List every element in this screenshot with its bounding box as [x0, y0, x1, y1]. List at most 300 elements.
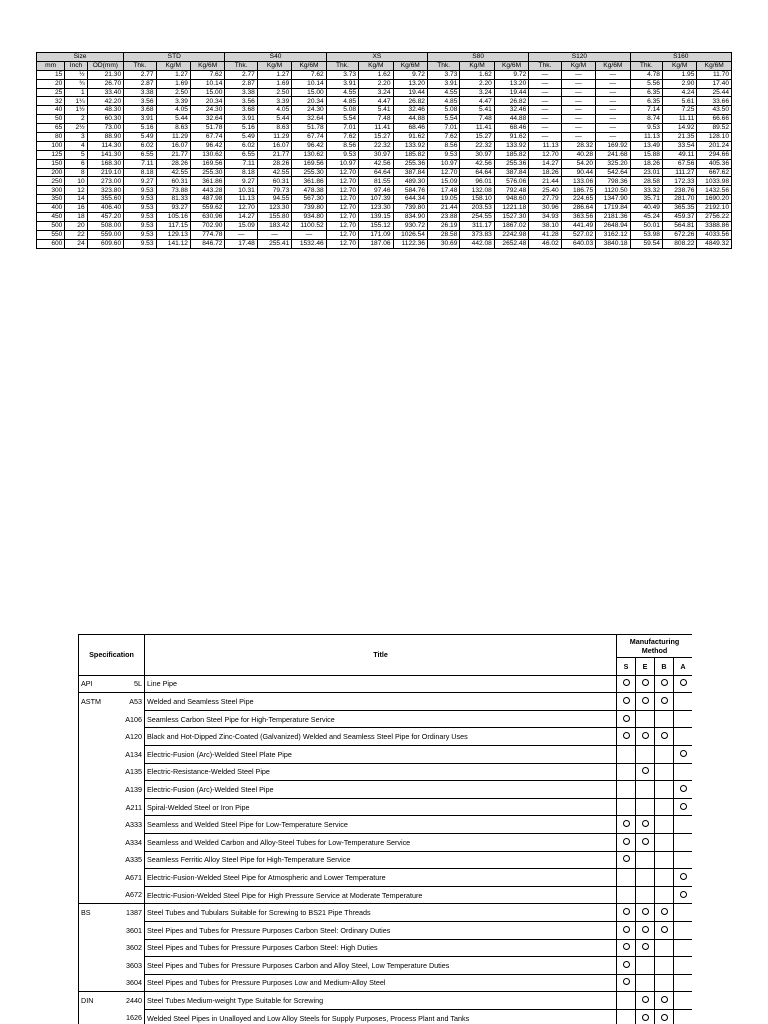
- pipe-cell: 5.41: [359, 106, 393, 115]
- pipe-cell: 2.50: [156, 88, 190, 97]
- spec-code: A120: [109, 728, 145, 746]
- pipe-cell: 7.48: [359, 115, 393, 124]
- pipe-cell: 11.29: [156, 133, 190, 142]
- spec-code: 1626: [109, 1009, 145, 1024]
- pipe-cell: —: [529, 124, 561, 133]
- spec-method-cell: [617, 763, 636, 781]
- pipe-cell: 739.80: [292, 204, 326, 213]
- pipe-schedule-header: Kg/M: [156, 61, 190, 70]
- pipe-cell: 3.39: [156, 97, 190, 106]
- spec-method-cell: [655, 886, 674, 904]
- pipe-cell: 169.56: [292, 159, 326, 168]
- spec-table-row: [79, 675, 693, 693]
- spec-code: 3603: [109, 957, 145, 975]
- pipe-cell: 15.09: [427, 177, 459, 186]
- spec-table-row: [79, 939, 693, 957]
- pipe-cell: 22.32: [460, 141, 494, 150]
- spec-title: Steel Pipes and Tubes for Pressure Purposes Low and Medium-Alloy Steel: [145, 974, 617, 992]
- pipe-group-header: S160: [630, 53, 731, 62]
- pipe-cell: 67.56: [662, 159, 696, 168]
- pipe-cell: 4.05: [156, 106, 190, 115]
- pipe-cell: 12.70: [326, 213, 358, 222]
- method-applies-circle-icon: [623, 978, 630, 985]
- specification-table-section: [78, 634, 692, 1024]
- pipe-cell: 67.74: [292, 133, 326, 142]
- pipe-cell: 19.44: [494, 88, 528, 97]
- spec-table-row: [79, 921, 693, 939]
- spec-org: [79, 921, 109, 939]
- pipe-cell: 2756.22: [697, 213, 732, 222]
- pipe-cell: 171.09: [359, 230, 393, 239]
- pipe-cell: 14.27: [529, 159, 561, 168]
- pipe-cell: 45.24: [630, 213, 662, 222]
- spec-method-cell: [617, 904, 636, 922]
- pipe-table-row: [37, 168, 732, 177]
- pipe-table-row: [37, 230, 732, 239]
- pipe-cell: —: [561, 106, 595, 115]
- pipe-cell: 500: [37, 221, 65, 230]
- pipe-cell: 16.07: [257, 141, 291, 150]
- spec-org: ASTM: [79, 693, 109, 711]
- pipe-cell: 12.70: [427, 168, 459, 177]
- spec-table-row: [79, 816, 693, 834]
- spec-method-cell: [674, 992, 692, 1010]
- pipe-cell: 584.76: [393, 186, 427, 195]
- pipe-cell: 3.56: [225, 97, 257, 106]
- pipe-cell: 12.70: [529, 150, 561, 159]
- spec-header-title: Title: [145, 635, 617, 676]
- pipe-cell: 91.62: [393, 133, 427, 142]
- pipe-cell: 8.18: [225, 168, 257, 177]
- spec-title: Line Pipe: [145, 675, 617, 693]
- pipe-cell: 96.01: [460, 177, 494, 186]
- spec-table-row: [79, 763, 693, 781]
- pipe-cell: 550: [37, 230, 65, 239]
- pipe-cell: 20: [65, 221, 87, 230]
- pipe-cell: 21.77: [156, 150, 190, 159]
- pipe-cell: —: [596, 79, 630, 88]
- pipe-cell: 23.01: [630, 168, 662, 177]
- pipe-cell: 155.80: [257, 213, 291, 222]
- pipe-cell: 81.33: [156, 195, 190, 204]
- pipe-group-header-row: [37, 53, 732, 62]
- pipe-cell: 8.56: [427, 141, 459, 150]
- pipe-cell: 300: [37, 186, 65, 195]
- pipe-cell: 91.62: [494, 133, 528, 142]
- pipe-table-row: [37, 213, 732, 222]
- pipe-cell: 32: [37, 97, 65, 106]
- pipe-cell: 42.20: [87, 97, 123, 106]
- pipe-cell: 1120.50: [596, 186, 630, 195]
- spec-title: Spiral-Welded Steel or Iron Pipe: [145, 798, 617, 816]
- spec-method-cell: [674, 851, 692, 869]
- pipe-cell: 32.64: [190, 115, 224, 124]
- pipe-cell: 44.88: [393, 115, 427, 124]
- pipe-cell: 30.97: [359, 150, 393, 159]
- spec-title: Welded and Seamless Steel Pipe: [145, 693, 617, 711]
- spec-title: Seamless and Welded Steel Pipe for Low-Temperature Service: [145, 816, 617, 834]
- pipe-cell: 28.26: [257, 159, 291, 168]
- spec-table-row: [79, 974, 693, 992]
- pipe-cell: 67.74: [190, 133, 224, 142]
- spec-header-method: Manufacturing Method: [617, 635, 692, 658]
- pipe-cell: 40.28: [561, 150, 595, 159]
- method-applies-circle-icon: [642, 926, 649, 933]
- pipe-cell: 68.46: [494, 124, 528, 133]
- pipe-cell: 5.56: [630, 79, 662, 88]
- spec-table-row: [79, 710, 693, 728]
- pipe-cell: 59.54: [630, 239, 662, 248]
- method-applies-circle-icon: [623, 732, 630, 739]
- pipe-schedule-header: Kg/6M: [393, 61, 427, 70]
- spec-code: 5L: [109, 675, 145, 693]
- pipe-cell: 1100.52: [292, 221, 326, 230]
- pipe-cell: 930.72: [393, 221, 427, 230]
- pipe-cell: 1033.98: [697, 177, 732, 186]
- pipe-cell: 255.36: [393, 159, 427, 168]
- pipe-cell: 2: [65, 115, 87, 124]
- spec-org: [79, 974, 109, 992]
- pipe-cell: —: [596, 70, 630, 79]
- method-applies-circle-icon: [623, 961, 630, 968]
- spec-method-cell: [655, 921, 674, 939]
- pipe-cell: 21.77: [257, 150, 291, 159]
- pipe-cell: 9.27: [225, 177, 257, 186]
- pipe-cell: 73.00: [87, 124, 123, 133]
- pipe-cell: 6.02: [225, 141, 257, 150]
- pipe-cell: 459.37: [662, 213, 696, 222]
- pipe-cell: 35.71: [630, 195, 662, 204]
- pipe-cell: 132.08: [460, 186, 494, 195]
- spec-method-cell: [636, 728, 655, 746]
- method-applies-circle-icon: [642, 697, 649, 704]
- spec-method-cell: [655, 851, 674, 869]
- spec-title: Welded Steel Pipes in Unalloyed and Low Alloy Steels for Supply Purposes, Process Plant and Tanks: [145, 1009, 617, 1024]
- pipe-cell: 81.55: [359, 177, 393, 186]
- spec-code: 2440: [109, 992, 145, 1010]
- pipe-cell: 672.26: [662, 230, 696, 239]
- spec-org: [79, 728, 109, 746]
- pipe-cell: 94.55: [257, 195, 291, 204]
- spec-method-cell: [655, 728, 674, 746]
- pipe-cell: 254.55: [460, 213, 494, 222]
- pipe-cell: 238.76: [662, 186, 696, 195]
- pipe-cell: 30.96: [529, 204, 561, 213]
- pipe-cell: 28.58: [630, 177, 662, 186]
- spec-method-cell: [636, 816, 655, 834]
- pipe-cell: 1¼: [65, 97, 87, 106]
- pipe-cell: 53.98: [630, 230, 662, 239]
- method-applies-circle-icon: [680, 679, 687, 686]
- pipe-cell: 105.16: [156, 213, 190, 222]
- pipe-cell: 51.78: [292, 124, 326, 133]
- pipe-cell: 9.72: [393, 70, 427, 79]
- pipe-table-row: [37, 70, 732, 79]
- pipe-cell: 17.40: [697, 79, 732, 88]
- pipe-cell: 6.55: [124, 150, 156, 159]
- pipe-cell: 3.73: [326, 70, 358, 79]
- pipe-cell: 3.91: [225, 115, 257, 124]
- pipe-cell: —: [225, 230, 257, 239]
- pipe-cell: 123.30: [359, 204, 393, 213]
- spec-method-cell: [617, 675, 636, 693]
- pipe-cell: 489.30: [393, 177, 427, 186]
- pipe-cell: 50.01: [630, 221, 662, 230]
- pipe-cell: 10: [65, 177, 87, 186]
- pipe-cell: 387.84: [494, 168, 528, 177]
- pipe-cell: —: [596, 88, 630, 97]
- pipe-cell: 9.53: [124, 221, 156, 230]
- spec-code: A334: [109, 833, 145, 851]
- spec-org: [79, 763, 109, 781]
- pipe-cell: 17.48: [427, 186, 459, 195]
- pipe-cell: 667.62: [697, 168, 732, 177]
- pipe-group-header: STD: [124, 53, 225, 62]
- pipe-cell: 21.44: [529, 177, 561, 186]
- spec-method-cell: [617, 992, 636, 1010]
- spec-method-cell: [674, 781, 692, 799]
- pipe-cell: 1: [65, 88, 87, 97]
- pipe-cell: 60.30: [87, 115, 123, 124]
- pipe-schedule-header: Kg/M: [257, 61, 291, 70]
- pipe-cell: 23.88: [427, 213, 459, 222]
- pipe-cell: 12.70: [326, 239, 358, 248]
- pipe-cell: 361.86: [190, 177, 224, 186]
- pipe-cell: —: [596, 124, 630, 133]
- spec-header-row-1: [79, 635, 693, 658]
- pipe-cell: 508.00: [87, 221, 123, 230]
- pipe-cell: 559.62: [190, 204, 224, 213]
- pipe-cell: 12: [65, 186, 87, 195]
- method-applies-circle-icon: [642, 996, 649, 1003]
- spec-org: API: [79, 675, 109, 693]
- method-applies-circle-icon: [661, 1014, 668, 1021]
- pipe-cell: 7.48: [460, 115, 494, 124]
- pipe-table-row: [37, 186, 732, 195]
- pipe-cell: 12.70: [225, 204, 257, 213]
- pipe-cell: 1.62: [460, 70, 494, 79]
- pipe-cell: 9.53: [630, 124, 662, 133]
- pipe-cell: 567.30: [292, 195, 326, 204]
- pipe-cell: —: [561, 88, 595, 97]
- spec-method-cell: [636, 921, 655, 939]
- pipe-cell: 40.49: [630, 204, 662, 213]
- pipe-cell: 1026.54: [393, 230, 427, 239]
- pipe-cell: 1.27: [156, 70, 190, 79]
- pipe-column-header-row: [37, 61, 732, 70]
- pipe-cell: 1221.18: [494, 204, 528, 213]
- pipe-cell: 3840.18: [596, 239, 630, 248]
- spec-method-cell: [636, 939, 655, 957]
- spec-method-cell: [674, 957, 692, 975]
- pipe-cell: 10.97: [326, 159, 358, 168]
- pipe-cell: 96.42: [190, 141, 224, 150]
- pipe-cell: 25: [37, 88, 65, 97]
- spec-org: [79, 781, 109, 799]
- pipe-cell: 250: [37, 177, 65, 186]
- spec-org: [79, 798, 109, 816]
- pipe-cell: 2181.36: [596, 213, 630, 222]
- pipe-cell: —: [529, 115, 561, 124]
- pipe-table-row: [37, 204, 732, 213]
- spec-title: Electric-Fusion (Arc)-Welded Steel Plate Pipe: [145, 745, 617, 763]
- pipe-cell: —: [529, 88, 561, 97]
- pipe-cell: 9.53: [124, 213, 156, 222]
- pipe-cell: —: [596, 133, 630, 142]
- spec-method-cell: [674, 886, 692, 904]
- pipe-cell: 43.50: [697, 106, 732, 115]
- pipe-cell: 20.34: [292, 97, 326, 106]
- pipe-table-row: [37, 141, 732, 150]
- spec-code: 3602: [109, 939, 145, 957]
- spec-method-cell: [636, 763, 655, 781]
- pipe-cell: 33.54: [662, 141, 696, 150]
- pipe-cell: 9.53: [124, 186, 156, 195]
- pipe-cell: 12.70: [326, 186, 358, 195]
- pipe-cell: 4.47: [460, 97, 494, 106]
- pipe-cell: 51.78: [190, 124, 224, 133]
- pipe-cell: 32.46: [393, 106, 427, 115]
- pipe-cell: —: [596, 97, 630, 106]
- pipe-cell: 1867.02: [494, 221, 528, 230]
- pipe-cell: 5.08: [326, 106, 358, 115]
- pipe-cell: —: [561, 115, 595, 124]
- pipe-cell: 363.56: [561, 213, 595, 222]
- pipe-cell: 350: [37, 195, 65, 204]
- spec-org: [79, 939, 109, 957]
- spec-method-cell: [655, 781, 674, 799]
- pipe-cell: 96.42: [292, 141, 326, 150]
- method-col-a: A: [674, 658, 692, 676]
- spec-org: DIN: [79, 992, 109, 1010]
- spec-method-cell: [636, 781, 655, 799]
- pipe-cell: 450: [37, 213, 65, 222]
- spec-method-cell: [655, 710, 674, 728]
- pipe-cell: 3.68: [225, 106, 257, 115]
- pipe-cell: 169.56: [190, 159, 224, 168]
- pipe-cell: 89.52: [697, 124, 732, 133]
- pipe-cell: 400: [37, 204, 65, 213]
- pipe-schedule-table-section: [36, 52, 732, 249]
- method-applies-circle-icon: [642, 679, 649, 686]
- pipe-cell: 26.82: [393, 97, 427, 106]
- spec-code: A335: [109, 851, 145, 869]
- pipe-cell: 7.62: [292, 70, 326, 79]
- pipe-cell: 311.17: [460, 221, 494, 230]
- pipe-cell: 185.82: [393, 150, 427, 159]
- method-applies-circle-icon: [680, 891, 687, 898]
- pipe-cell: 286.64: [561, 204, 595, 213]
- pipe-cell: 442.08: [460, 239, 494, 248]
- pipe-table-row: [37, 88, 732, 97]
- pipe-cell: 219.10: [87, 168, 123, 177]
- pipe-schedule-header: Kg/M: [460, 61, 494, 70]
- pipe-cell: 255.36: [494, 159, 528, 168]
- spec-method-cell: [674, 833, 692, 851]
- pipe-cell: 478.38: [292, 186, 326, 195]
- spec-org: [79, 851, 109, 869]
- pipe-cell: 27.79: [529, 195, 561, 204]
- pipe-cell: 24.30: [190, 106, 224, 115]
- pipe-schedule-table: [36, 52, 732, 249]
- pipe-schedule-header: Kg/6M: [596, 61, 630, 70]
- pipe-cell: 3: [65, 133, 87, 142]
- pipe-table-row: [37, 115, 732, 124]
- pipe-schedule-header: Kg/6M: [190, 61, 224, 70]
- spec-method-cell: [636, 833, 655, 851]
- pipe-cell: 1690.20: [697, 195, 732, 204]
- spec-title: Seamless and Welded Carbon and Alloy-Steel Tubes for Low-Temperature Service: [145, 833, 617, 851]
- pipe-cell: 33.32: [630, 186, 662, 195]
- pipe-table-row: [37, 124, 732, 133]
- pipe-cell: 46.02: [529, 239, 561, 248]
- pipe-cell: 107.39: [359, 195, 393, 204]
- spec-org: [79, 1009, 109, 1024]
- pipe-cell: —: [257, 230, 291, 239]
- pipe-cell: 60.31: [257, 177, 291, 186]
- pipe-cell: 13.49: [630, 141, 662, 150]
- pipe-cell: 6: [65, 159, 87, 168]
- pipe-cell: 125: [37, 150, 65, 159]
- pipe-table-row: [37, 133, 732, 142]
- spec-table-row: [79, 745, 693, 763]
- spec-method-cell: [674, 728, 692, 746]
- pipe-cell: 373.83: [460, 230, 494, 239]
- pipe-cell: 5.54: [326, 115, 358, 124]
- pipe-cell: 542.64: [596, 168, 630, 177]
- pipe-table-row: [37, 97, 732, 106]
- pipe-cell: 13.20: [393, 79, 427, 88]
- pipe-cell: 1.27: [257, 70, 291, 79]
- spec-org: [79, 833, 109, 851]
- pipe-cell: 133.92: [494, 141, 528, 150]
- spec-method-cell: [636, 851, 655, 869]
- pipe-cell: 1532.46: [292, 239, 326, 248]
- spec-method-cell: [655, 745, 674, 763]
- pipe-cell: —: [529, 70, 561, 79]
- pipe-cell: 3.91: [124, 115, 156, 124]
- pipe-cell: 28.26: [156, 159, 190, 168]
- pipe-cell: 774.78: [190, 230, 224, 239]
- pipe-cell: 42.56: [460, 159, 494, 168]
- pipe-cell: 948.60: [494, 195, 528, 204]
- pipe-cell: 18.26: [630, 159, 662, 168]
- pipe-cell: 68.46: [393, 124, 427, 133]
- spec-table-row: [79, 781, 693, 799]
- pipe-cell: 4.55: [326, 88, 358, 97]
- spec-org: BS: [79, 904, 109, 922]
- pipe-cell: 273.00: [87, 177, 123, 186]
- pipe-cell: 7.62: [326, 133, 358, 142]
- pipe-cell: 5.54: [427, 115, 459, 124]
- pipe-cell: 2.87: [225, 79, 257, 88]
- spec-method-cell: [617, 851, 636, 869]
- pipe-schedule-header: Thk.: [225, 61, 257, 70]
- pipe-cell: 564.81: [662, 221, 696, 230]
- pipe-cell: 150: [37, 159, 65, 168]
- pipe-cell: 834.90: [393, 213, 427, 222]
- pipe-cell: 49.11: [662, 150, 696, 159]
- spec-code: A53: [109, 693, 145, 711]
- pipe-cell: 3162.12: [596, 230, 630, 239]
- pipe-cell: 4.78: [630, 70, 662, 79]
- spec-method-cell: [674, 763, 692, 781]
- pipe-schedule-header: Kg/M: [662, 61, 696, 70]
- spec-method-cell: [617, 833, 636, 851]
- pipe-cell: 294.66: [697, 150, 732, 159]
- pipe-group-header: S120: [529, 53, 630, 62]
- spec-method-cell: [674, 745, 692, 763]
